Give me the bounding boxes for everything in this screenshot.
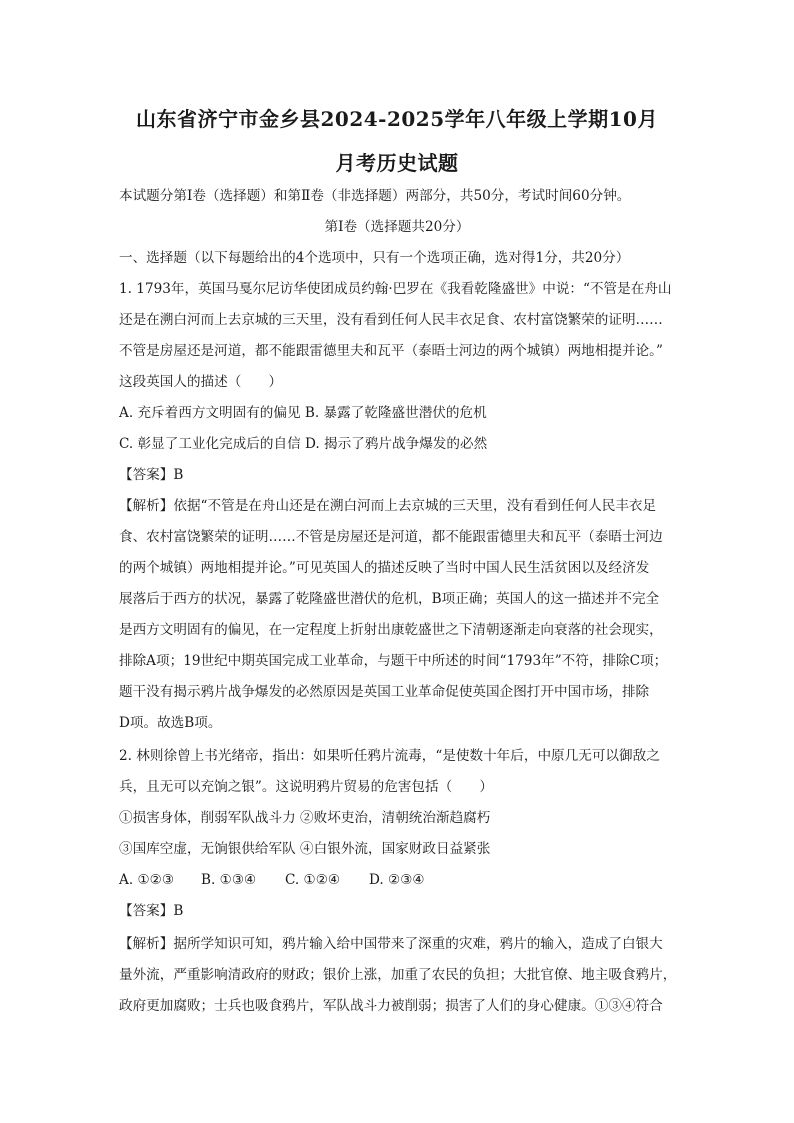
question-1-analysis-line-3: 的两个城镇）两地相提并论。”可见英国人的描述反映了当时中国人民生活贫困以及经济发	[119, 560, 650, 576]
question-1-analysis-line-1: 【解析】依据“不管是在舟山还是在溯白河而上去京城的三天里，没有看到任何人民丰衣足	[119, 498, 657, 514]
question-1-answer: 【答案】B	[119, 467, 184, 483]
question-1-analysis-line-6: 排除A项；19世纪中期英国完成工业革命，与题干中所述的时间“1793年”不符，排除C项；	[119, 653, 668, 669]
question-1-analysis-line-2: 食、农村富饶繁荣的证明……不管是房屋还是河道，都不能跟雷德里夫和瓦平（泰晤士河边	[119, 529, 663, 545]
section-title: 第Ⅰ卷（选择题共20分）	[324, 219, 470, 235]
question-1-stem-line-3: 不管是房屋还是河道，都不能跟雷德里夫和瓦平（泰晤士河边的两个城镇）两地相提并论。”	[119, 343, 663, 359]
question-2-statements-row-2: ③国库空虚，无饷银供给军队 ④白银外流，国家财政日益紧张	[119, 841, 491, 857]
question-1-stem-line-1: 1. 1793年，英国马戛尔尼访华使团成员约翰·巴罗在《我看乾隆盛世》中说：“不管是在舟山	[119, 281, 672, 297]
question-2-analysis-line-2: 量外流，严重影响清政府的财政；银价上涨，加重了农民的负担；大批官僚、地主吸食鸦片，	[119, 967, 677, 983]
question-2-choice-a: A. ①②③	[119, 872, 175, 888]
question-1-stem-line-2: 还是在溯白河而上去京城的三天里，没有看到任何人民丰衣足食、农村富饶繁荣的证明……	[119, 312, 663, 328]
question-1-options-row-2: C. 彰显了工业化完成后的自信 D. 揭示了鸦片战争爆发的必然	[119, 436, 488, 452]
question-1-options-row-1: A. 充斥着西方文明固有的偏见 B. 暴露了乾隆盛世潜伏的危机	[119, 405, 487, 421]
question-2-stem-line-2: 兵，且无可以充饷之银”。这说明鸦片贸易的危害包括（ ）	[119, 779, 493, 795]
question-1-analysis-line-8: D项。故选B项。	[119, 715, 222, 731]
question-1-analysis-line-4: 展落后于西方的状况，暴露了乾隆盛世潜伏的危机，B项正确；英国人的这一描述并不完全	[119, 591, 660, 607]
document-title-line-2: 月考历史试题	[335, 151, 459, 175]
exam-intro: 本试题分第Ⅰ卷（选择题）和第Ⅱ卷（非选择题）两部分，共50分，考试时间60分钟。	[119, 188, 631, 204]
question-1-analysis-line-5: 是西方文明固有的偏见，在一定程度上折射出康乾盛世之下清朝逐渐走向衰落的社会现实，	[119, 622, 663, 638]
question-2-choice-c: C. ①②④	[285, 872, 341, 888]
question-1-stem-line-4: 这段英国人的描述（ ）	[119, 374, 283, 390]
question-2-choice-b: B. ①③④	[201, 872, 257, 888]
question-1-analysis-line-7: 题干没有揭示鸦片战争爆发的必然原因是英国工业革命促使英国企图打开中国市场，排除	[119, 684, 650, 700]
document-title-line-1: 山东省济宁市金乡县2024-2025学年八年级上学期10月	[136, 107, 658, 131]
question-2-analysis-line-3: 政府更加腐败；士兵也吸食鸦片，军队战斗力被削弱；损害了人们的身心健康。①③④符合	[119, 998, 663, 1014]
question-2-analysis-line-1: 【解析】据所学知识可知，鸦片输入给中国带来了深重的灾难，鸦片的输入，造成了白银大	[119, 936, 663, 952]
question-2-choice-d: D. ②③④	[369, 872, 425, 888]
question-2-answer: 【答案】B	[119, 903, 184, 919]
question-2-choices	[119, 870, 679, 890]
question-2-statements-row-1: ①损害身体，削弱军队战斗力 ②败坏吏治，清朝统治渐趋腐朽	[119, 810, 491, 826]
question-2-stem-line-1: 2. 林则徐曾上书光绪帝，指出：如果听任鸦片流毒，“是使数十年后，中原几无可以御敌之	[119, 748, 660, 764]
section-instruction: 一、选择题（以下每题给出的4个选项中，只有一个选项正确，选对得1分，共20分）	[119, 250, 630, 266]
